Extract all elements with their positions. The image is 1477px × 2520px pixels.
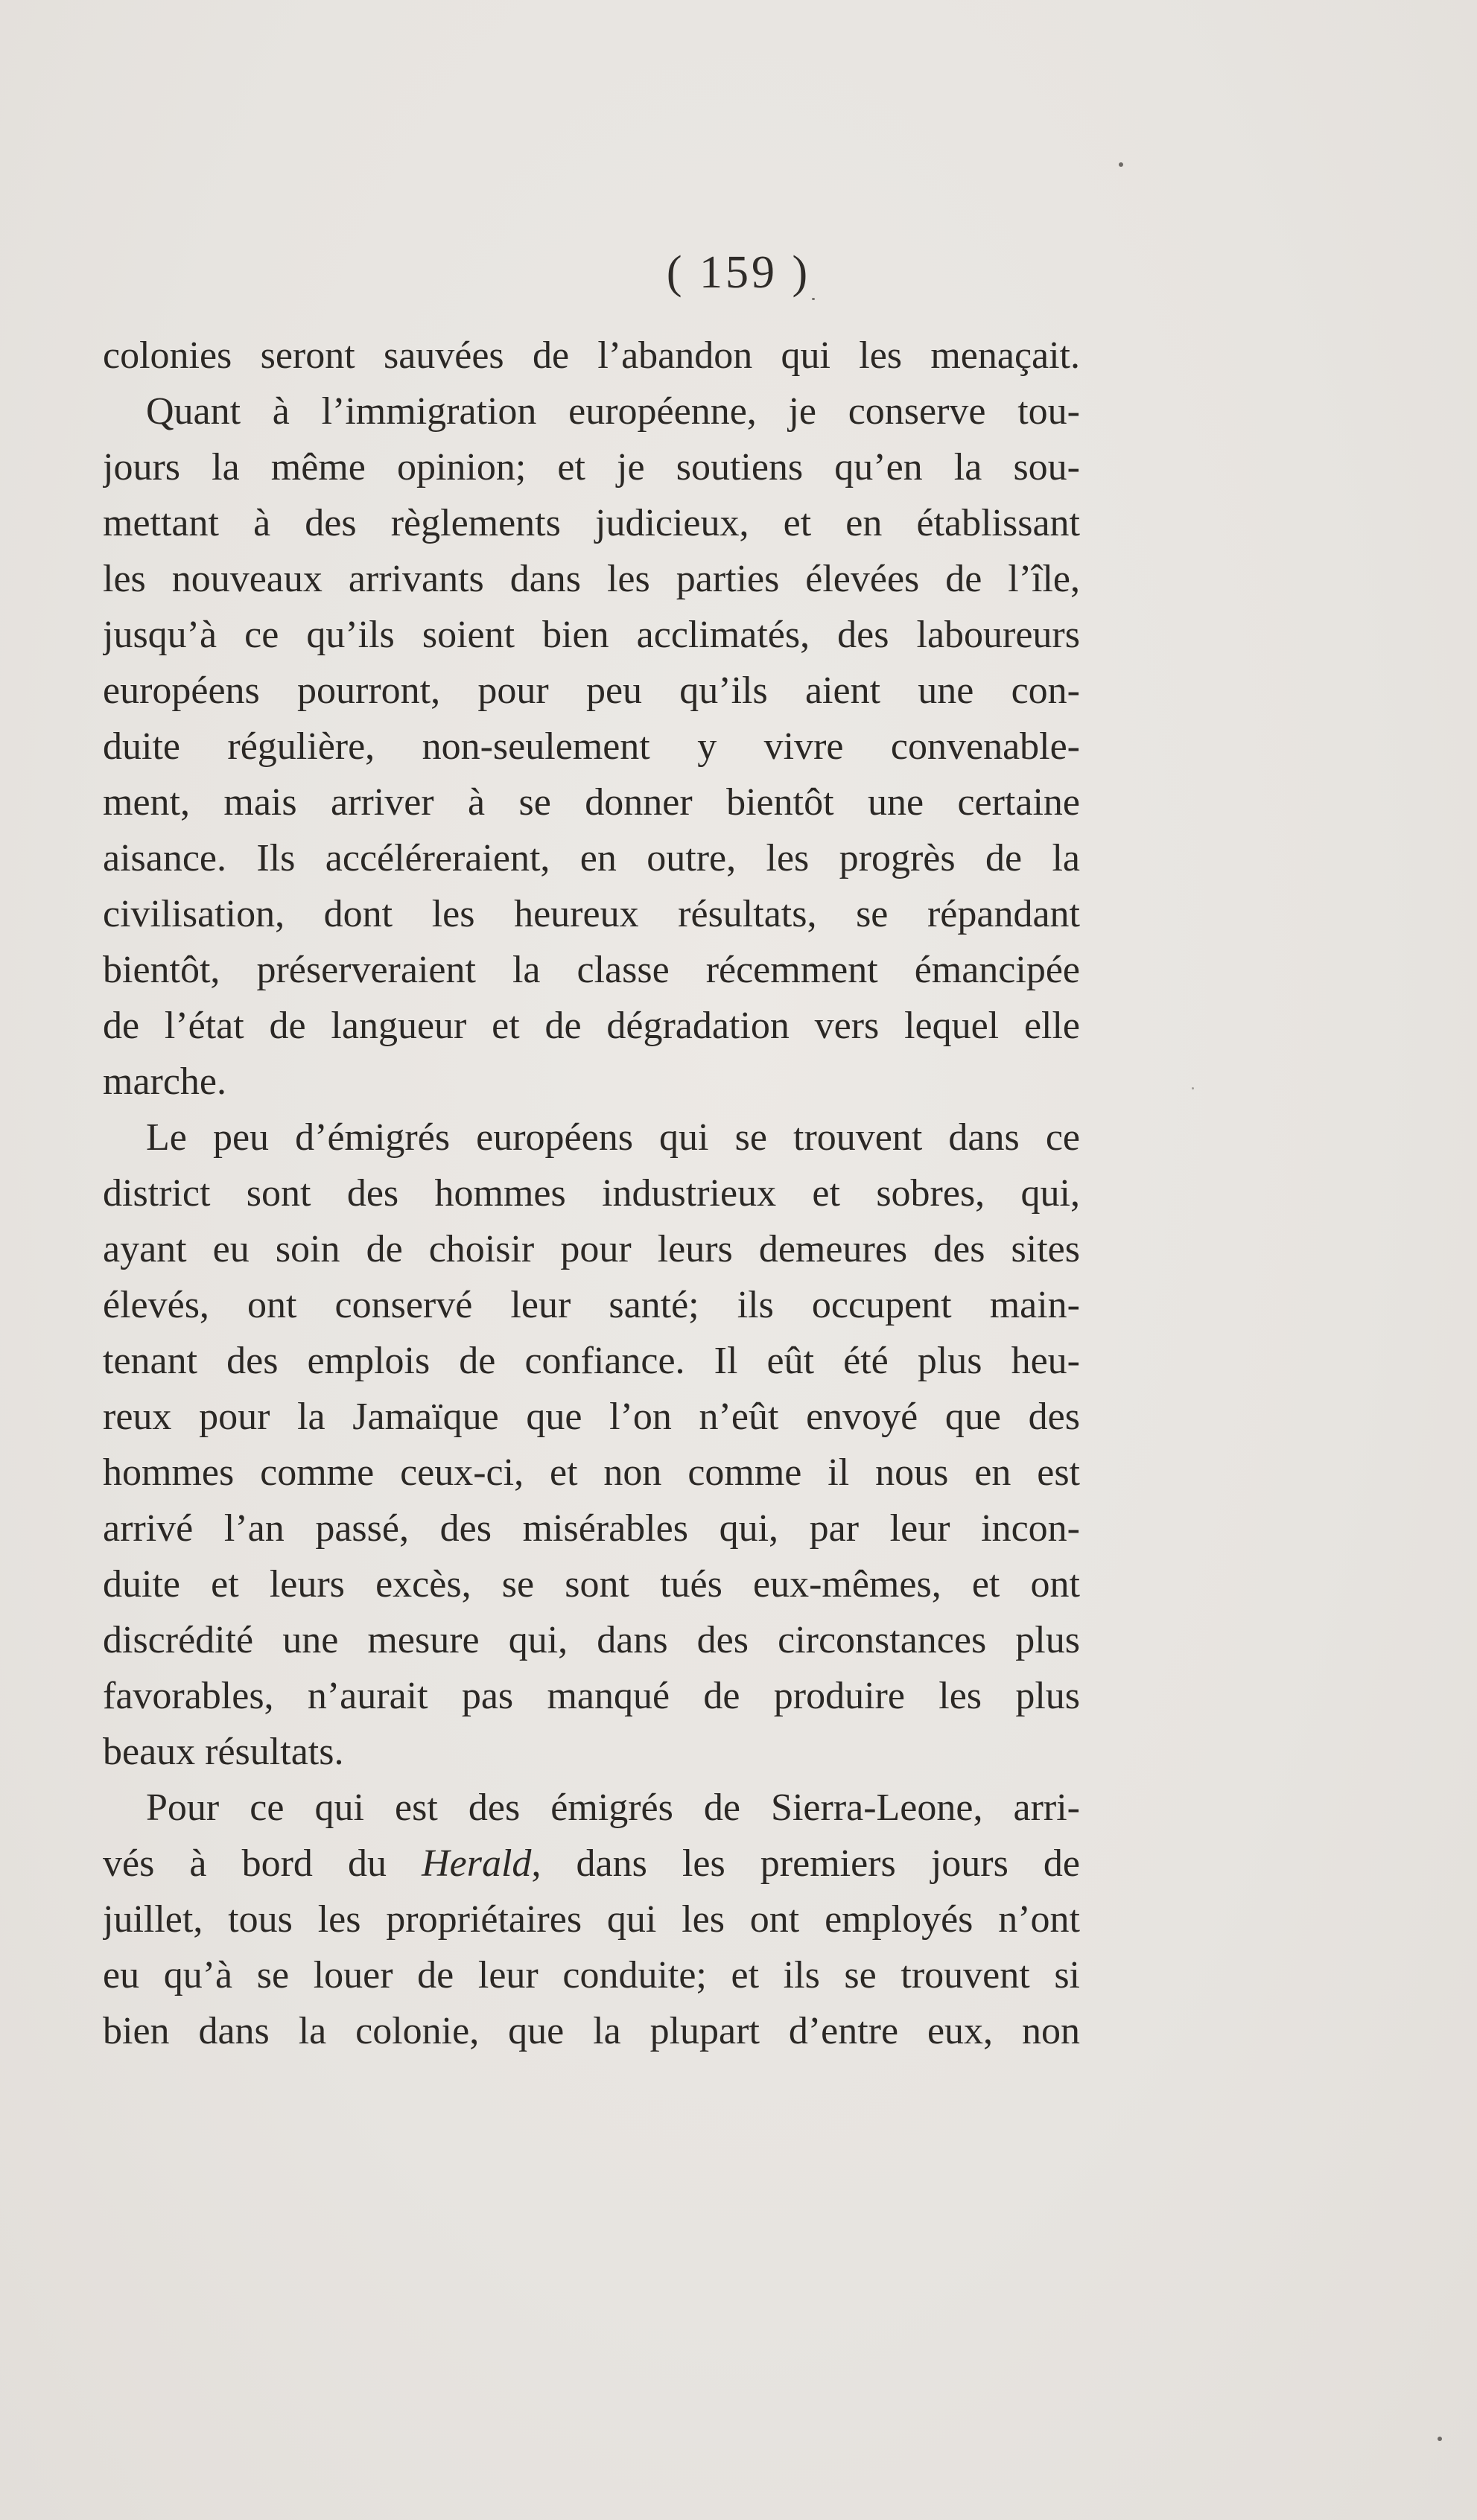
text-line: jours la même opinion; et je soutiens qu’en la sou- <box>103 446 1080 489</box>
text-line: bientôt, préserveraient la classe récemment émancipée <box>103 949 1080 991</box>
text-line: discrédité une mesure qui, dans des circonstances plus <box>103 1619 1080 1661</box>
text-line: beaux résultats. <box>103 1731 344 1773</box>
text-line: bien dans la colonie, que la plupart d’entre eux, non <box>103 2010 1080 2052</box>
text-line: Quant à l’immigration européenne, je conserve tou- <box>146 390 1080 433</box>
text-line: duite et leurs excès, se sont tués eux-mêmes, et ont <box>103 1563 1080 1606</box>
text-line: Pour ce qui est des émigrés de Sierra-Leone, arri- <box>146 1786 1080 1829</box>
text-segment: vés à bord du <box>103 1842 422 1885</box>
text-line: jusqu’à ce qu’ils soient bien acclimatés, des laboureurs <box>103 614 1080 656</box>
text-line <box>103 1836 1080 1891</box>
text-line: ment, mais arriver à se donner bientôt une certaine <box>103 781 1080 824</box>
text-line: Le peu d’émigrés européens qui se trouvent dans ce <box>146 1116 1080 1159</box>
text-line: juillet, tous les propriétaires qui les ont employés n’ont <box>103 1898 1080 1941</box>
text-line: mettant à des règlements judicieux, et en établissant <box>103 502 1080 544</box>
text-line: reux pour la Jamaïque que l’on n’eût envoyé que des <box>103 1396 1080 1438</box>
text-line: tenant des emplois de confiance. Il eût été plus heu- <box>103 1340 1080 1382</box>
text-line: de l’état de langueur et de dégradation vers lequel elle <box>103 1005 1080 1047</box>
text-segment: , dans les premiers jours de <box>531 1842 1080 1885</box>
text-line: civilisation, dont les heureux résultats, se répandant <box>103 893 1080 935</box>
text-line: eu qu’à se louer de leur conduite; et ils se trouvent si <box>103 1954 1080 1996</box>
text-line: hommes comme ceux-ci, et non comme il nous en est <box>103 1451 1080 1494</box>
text-line: ayant eu soin de choisir pour leurs demeures des sites <box>103 1228 1080 1270</box>
paper-speck <box>1192 1087 1194 1089</box>
text-line: européens pourront, pour peu qu’ils aient une con- <box>103 669 1080 712</box>
text-line: les nouveaux arrivants dans les parties élevées de l’île, <box>103 558 1080 600</box>
paper-speck <box>1438 2437 1442 2441</box>
paper-speck <box>1119 162 1123 167</box>
text-line: duite régulière, non-seulement y vivre convenable- <box>103 725 1080 768</box>
text-line: arrivé l’an passé, des misérables qui, par leur incon- <box>103 1507 1080 1550</box>
text-line: élevés, ont conservé leur santé; ils occupent main- <box>103 1284 1080 1326</box>
text-line: favorables, n’aurait pas manqué de produire les plus <box>103 1675 1080 1717</box>
body-text <box>103 328 1080 2059</box>
text-line: aisance. Ils accéléreraient, en outre, les progrès de la <box>103 837 1080 879</box>
text-line: colonies seront sauvées de l’abandon qui les menaçait. <box>103 334 1080 377</box>
ship-name: Herald <box>422 1842 532 1885</box>
paper-speck <box>812 298 815 300</box>
text-line: district sont des hommes industrieux et sobres, qui, <box>103 1172 1080 1215</box>
page-number: ( 159 ) <box>666 247 811 298</box>
text-line: marche. <box>103 1060 227 1103</box>
